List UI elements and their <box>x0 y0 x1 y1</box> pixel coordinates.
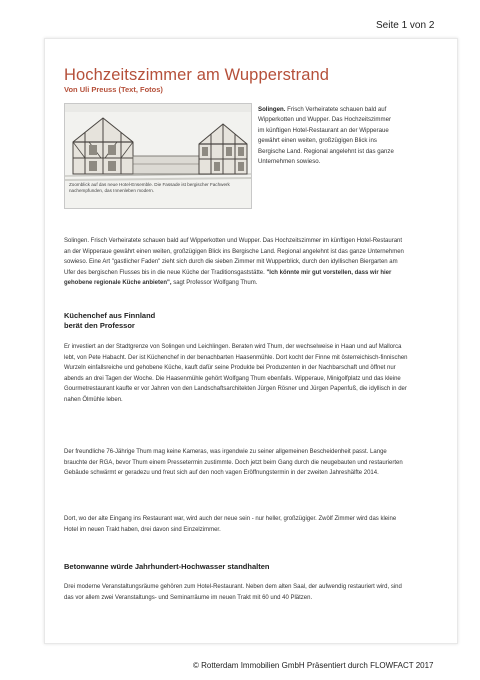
intro-text: Frisch Verheiratete schauen bald auf Wipperkotten und Wupper. Das Hochzeitszimmer im künftigen Hotel-Restaurant an der Wipperaue gewährt einen weiten, großzügigen Blick ins Bergische Land. Regional angelehnt ist das ganze Unternehmen sowieso. <box>258 106 394 166</box>
copyright-footer: © Rotterdam Immobilien GmbH Präsentiert durch FLOWFACT 2017 <box>193 661 434 670</box>
paragraph-4: Dort, wo der alte Eingang ins Restaurant war, wird auch der neue sein - nur heller, großzügiger. Zwölf Zimmer wird das kleine Hotel im neuen Trakt haben, drei davon sind Einzelzimmer. <box>64 516 397 533</box>
article-title: Hochzeitszimmer am Wupperstrand <box>64 66 330 84</box>
article-byline: Von Uli Preuss (Text, Fotos) <box>64 85 163 94</box>
paragraph-1 <box>64 236 410 289</box>
paragraph-1-text: Solingen. Frisch Verheiratete schauen bald auf Wipperkotten und Wupper. Das Hochzeitszimmer im künftigen Hotel-Restaurant an der Wipperaue gewährt einen weiten, großzügigen Blick ins Bergische Land. Regional angelehnt ist das ganze Unternehmen sowieso. Eine Art "gastlicher Faden" zieht sich durch die sieben Zimmer mit Wupperblick, durch den idyllischen Biergarten am Ufer des bergischen Flusses bis in die neue Küche der Traditionsgaststätte. <box>64 238 404 276</box>
paragraph-2: Er investiert an der Stadtgrenze von Solingen und Leichlingen. Beraten wird Thum, der wechselweise in Haan und auf Mallorca lebt, von Pete Habacht. Der ist Küchenchef in der benachbarten Haasenmühle. Dort kocht der Finne mit österreichisch-finnischen Wurzeln einfallsreiche und gehobene Küche, kauft dafür seine Produkte bei Produzenten in der Nachbarschaft und öffnet nur abends an drei Tagen der Woche. Die Haasenmühle gehört Wolfgang Thum ebenfalls. Wipperaue, Minigolfplatz und das kleine Gourmetrestaurant kaufte er vor Jahren von den Landschaftsarchitekten Jürgen Rösner und Jürgen Papenfuß, die idyllisch in der nahen Ölmühle leben. <box>64 344 408 403</box>
subheading-1 <box>64 311 410 331</box>
paragraph-3: Der freundliche 76-Jährige Thum mag keine Kameras, was irgendwie zu seiner allgemeinen Bescheidenheit passt. Lange brauchte der RGA, bevor Thum einem Pressetermin zustimmte. Doch jetzt beim Gang durch die neugebauten und restaurierten Gebäude schwärmt er geradezu und freut sich auf den noch vagen Eröffnungstermin in der zweiten Jahreshälfte 2014. <box>64 449 403 477</box>
photo-caption: Zoomblick auf das neue Hotel-Ensemble. Die Fassade ist bergischer Fachwerk nachempfunden, das Innenleben modern. <box>69 182 230 193</box>
intro-column <box>258 105 396 167</box>
subheading-1-line-2: berät den Professor <box>64 321 135 330</box>
paragraph-1-tail: sagt Professor Wolfgang Thum. <box>173 280 258 287</box>
page-number: Seite 1 von 2 <box>376 20 435 31</box>
intro-lead: Solingen. <box>258 106 286 113</box>
paragraph-5: Drei moderne Veranstaltungsräume gehören zum Hotel-Restaurant. Neben dem alten Saal, der aufwendig restauriert wird, sind das vor allem zwei Veranstaltungs- und Seminarräume im neuen Trakt mit 60 und 40 Plätzen. <box>64 584 402 601</box>
paragraph-1-quote: "Ich könnte mir gut vorstellen, dass wir hier gehobene regionale Küche anbieten", <box>64 269 392 287</box>
subheading-1-line-1: Küchenchef aus Finnland <box>64 311 156 320</box>
subheading-2: Betonwanne würde Jahrhundert-Hochwasser standhalten <box>64 562 270 571</box>
